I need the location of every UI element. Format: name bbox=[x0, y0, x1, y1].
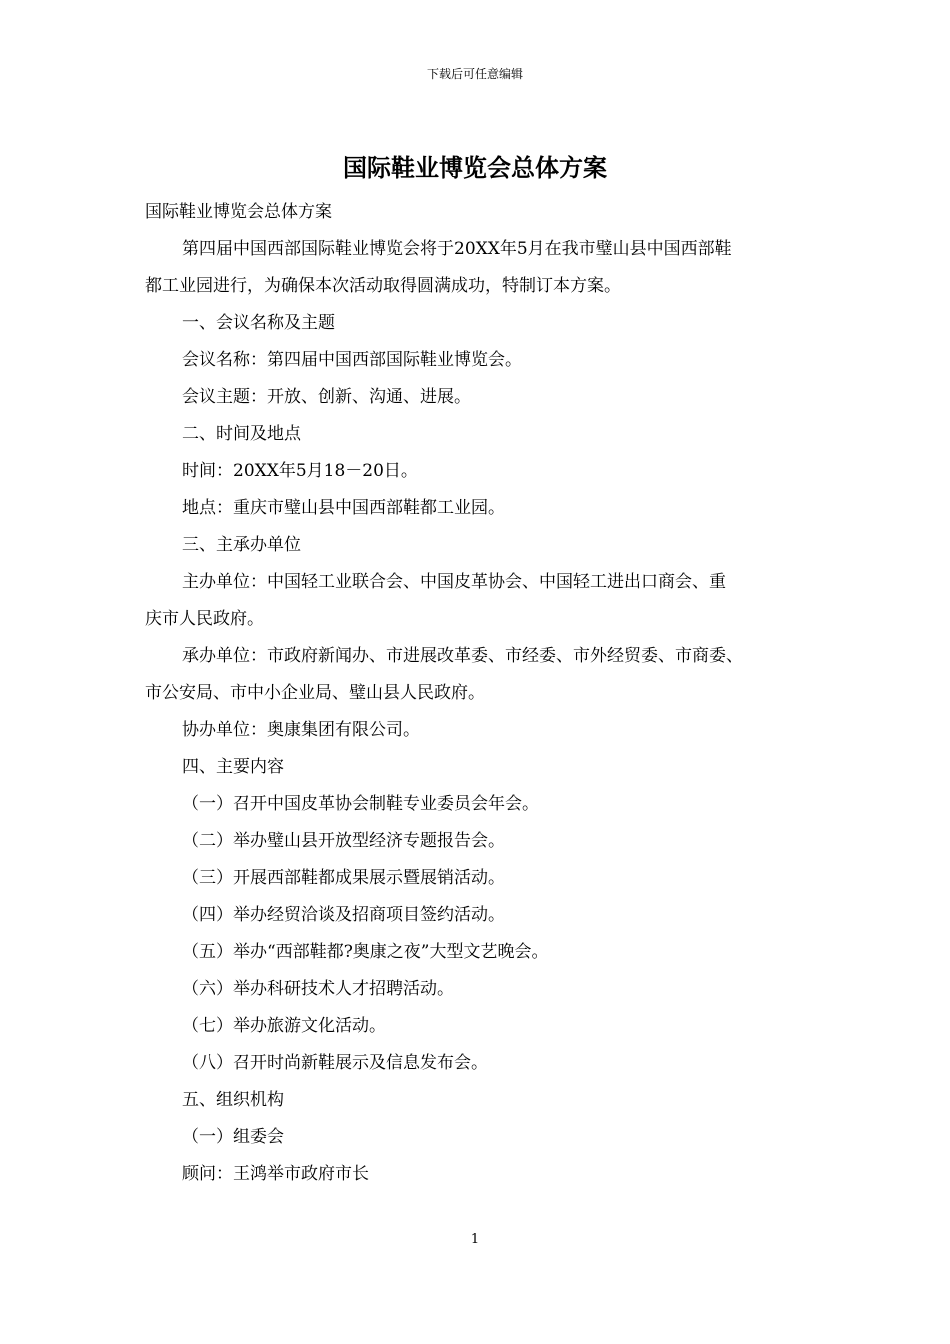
list-item: （六）举办科研技术人才招聘活动。 bbox=[182, 979, 454, 999]
page-number: 1 bbox=[470, 1232, 480, 1247]
body-line: 协办单位：奥康集团有限公司。 bbox=[182, 720, 420, 740]
page-header-note: 下载后可任意编辑 bbox=[426, 67, 523, 81]
list-item: （七）举办旅游文化活动。 bbox=[182, 1016, 386, 1036]
section-heading-1: 一、会议名称及主题 bbox=[182, 313, 335, 333]
list-item: （三）开展西部鞋都成果展示暨展销活动。 bbox=[182, 868, 505, 888]
body-line-cont: 庆市人民政府。 bbox=[145, 609, 264, 629]
body-line: 顾问：王鸿举市政府市长 bbox=[182, 1164, 369, 1184]
section-heading-2: 二、时间及地点 bbox=[182, 424, 301, 444]
body-line-intro-cont: 都工业园进行，为确保本次活动取得圆满成功，特制订本方案。 bbox=[145, 276, 621, 296]
list-item: （一）召开中国皮革协会制鞋专业委员会年会。 bbox=[182, 794, 539, 814]
body-line-intro: 第四届中国西部国际鞋业博览会将于20XX年5月在我市璧山县中国西部鞋 bbox=[182, 239, 732, 259]
list-item: （八）召开时尚新鞋展示及信息发布会。 bbox=[182, 1053, 488, 1073]
body-line: 承办单位：市政府新闻办、市进展改革委、市经委、市外经贸委、市商委、 bbox=[182, 646, 743, 666]
document-body bbox=[145, 194, 815, 1193]
body-line: 主办单位：中国轻工业联合会、中国皮革协会、中国轻工进出口商会、重 bbox=[182, 572, 726, 592]
document-title: 国际鞋业博览会总体方案 bbox=[343, 153, 607, 182]
body-line: 会议名称：第四届中国西部国际鞋业博览会。 bbox=[182, 350, 522, 370]
body-line-subtitle: 国际鞋业博览会总体方案 bbox=[145, 202, 332, 222]
section-heading-4: 四、主要内容 bbox=[182, 757, 284, 777]
body-line-cont: 市公安局、市中小企业局、璧山县人民政府。 bbox=[145, 683, 485, 703]
section-heading-5: 五、组织机构 bbox=[182, 1090, 284, 1110]
body-line: 时间：20XX年5月18－20日。 bbox=[182, 461, 418, 481]
list-item: （二）举办璧山县开放型经济专题报告会。 bbox=[182, 831, 505, 851]
body-line: 会议主题：开放、创新、沟通、进展。 bbox=[182, 387, 471, 407]
list-item: （五）举办“西部鞋都?奥康之夜”大型文艺晚会。 bbox=[182, 942, 549, 962]
section-heading-3: 三、主承办单位 bbox=[182, 535, 301, 555]
body-line: 地点：重庆市璧山县中国西部鞋都工业园。 bbox=[182, 498, 505, 518]
list-item: （四）举办经贸洽谈及招商项目签约活动。 bbox=[182, 905, 505, 925]
sub-heading: （一）组委会 bbox=[182, 1127, 284, 1147]
